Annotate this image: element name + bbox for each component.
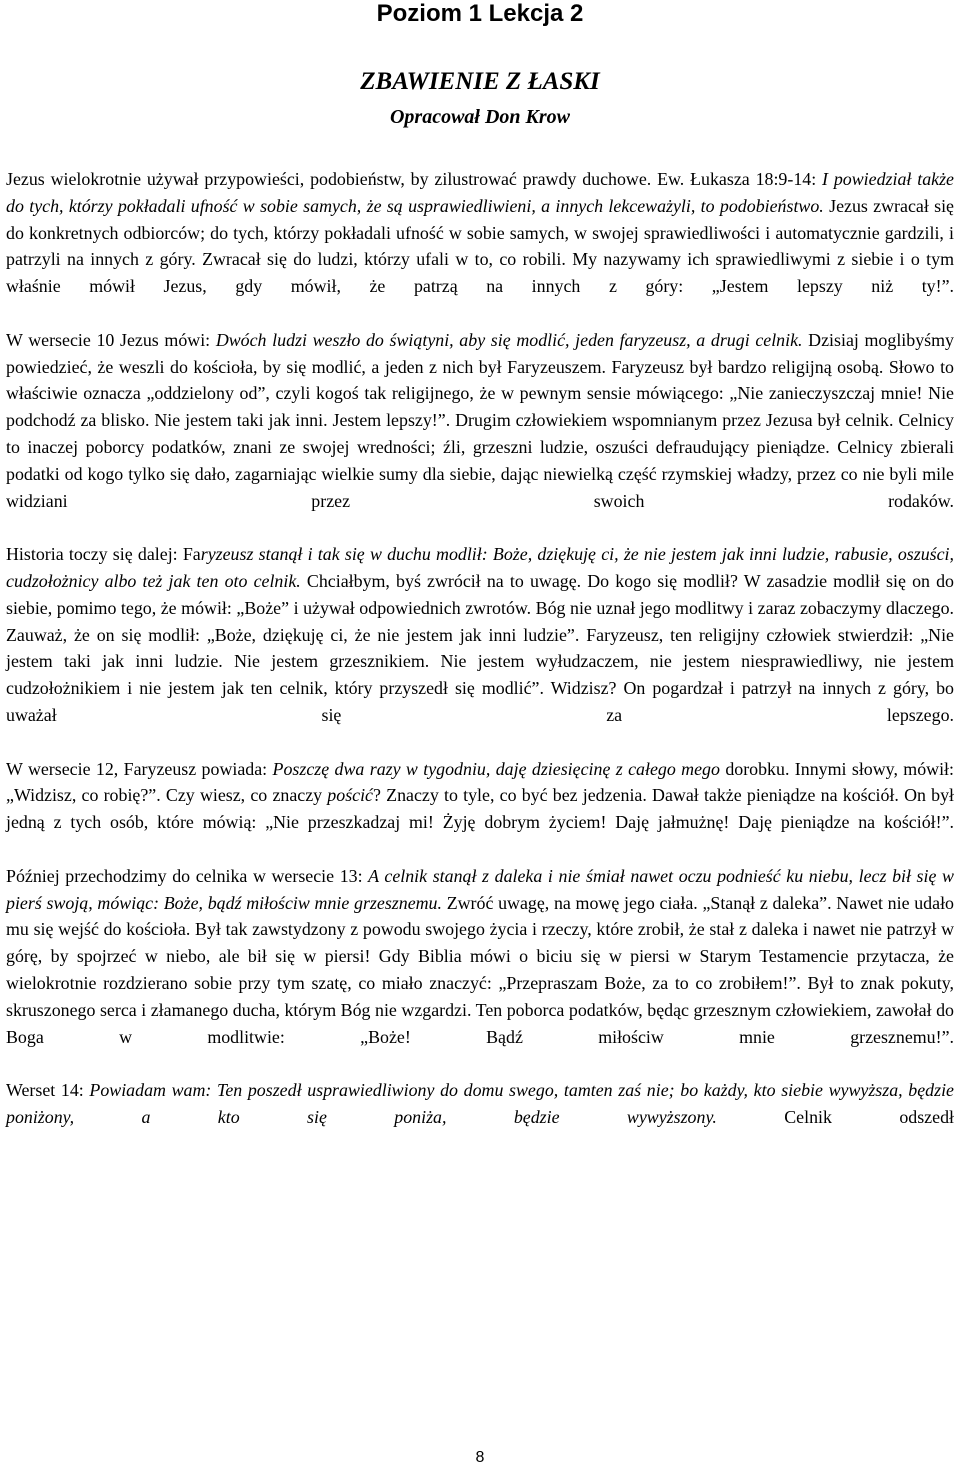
italic-quote-run: Powiadam wam: Ten poszedł usprawiedliwiony do domu swego, tamten zaś nie; bo każdy, kto siebie wywyższa, będzie poniżony, a kto się poniża, będzie wywyższony. bbox=[6, 1080, 954, 1127]
text-run: W wersecie 10 Jezus mówi: bbox=[6, 329, 216, 350]
paragraph bbox=[6, 327, 954, 515]
italic-quote-run: Dwóch ludzi weszło do świątyni, aby się modlić, jeden faryzeusz, a drugi celnik. bbox=[215, 329, 803, 350]
italic-quote-run: Poszczę dwa razy w tygodniu, daję dziesięcinę z całego mego bbox=[272, 758, 720, 779]
text-run: Jezus wielokrotnie używał przypowieści, podobieństw, by zilustrować prawdy duchowe. Ew. Łukasza 18:9-14: bbox=[6, 169, 823, 189]
body-text bbox=[6, 166, 954, 1131]
italic-quote-run: I powiedział także do tych, którzy pokładali ufność w sobie samych, że są usprawiedliwieni, a innych lekceważyli, to podobieństwo. bbox=[6, 169, 954, 216]
text-run: Dzisiaj moglibyśmy powiedzieć, że weszli do kościoła, by się modlić, a jeden z nich był Faryzeuszem. Faryzeusz był bardzo religijną osobą. Słowo to właściwie oznacza „oddzielony od”, czyli kogoś tak religijnego, że w pewnym sensie mówiącego: „Nie zanieczyszczaj mnie! Nie podchodź za blisko. Nie jestem taki jak inni. Jestem lepszy!”. Drugim człowiekiem wspomnianym przez Jezusa był celnik. Celnicy to inaczej poborcy podatków, znani ze swojej wredności; źli, grzeszni ludzie, oszuści defraudujący pieniądze. Celnicy zbierali podatki od kogo tylko się dało, zagarniając wielkie sumy dla siebie, dając niewielką część rzymskiej władzy, przez co nie byli mile widziani przez swoich rodaków. bbox=[6, 329, 954, 511]
paragraph bbox=[6, 863, 954, 1051]
text-run: dorobku. Innymi słowy, mówił: „Widzisz, co robię?”. Czy wiesz, co znaczy bbox=[6, 758, 954, 806]
text-run: W wersecie 12, Faryzeusz powiada: bbox=[6, 758, 273, 779]
text-run: Werset 14: bbox=[6, 1080, 90, 1101]
paragraph bbox=[6, 1077, 954, 1131]
page-title: Poziom 1 Lekcja 2 bbox=[376, 0, 584, 27]
italic-quote-run: pościć bbox=[327, 785, 374, 806]
italic-quote-run: A celnik stanął z daleka i nie śmiał nawet oczu podnieść ku niebu, lecz bił się w pierś swoją, mówiąc: Boże, bądź miłościw mnie grzesznemu. bbox=[6, 865, 954, 913]
paragraph bbox=[6, 541, 954, 729]
author-line: Opracował Don Krow bbox=[389, 106, 571, 128]
lesson-title: ZBAWIENIE Z ŁASKI bbox=[360, 68, 600, 95]
text-run: Zwróć uwagę, na mowę jego ciała. „Stanął z daleka”. Nawet nie udało mu się wejść do kościoła. Był tak zawstydzony z powodu swojego życia i rzeczy, które zrobił, że stał z daleka i nawet nie patrzył w górę, by spojrzeć w niebo, ale bił się w piersi! Gdy Biblia mówi o biciu się w piersi w Starym Testamencie przytacza, że wielokrotnie rozdzierano sobie przy tym szatę, co miało znaczyć: „Przepraszam Boże, za to co zrobiłem!”. Był to znak pokuty, skruszonego serca i złamanego ducha, którym Bóg nie wzgardzi. Ten poborca podatków, będąc grzesznym człowiekiem, zawołał do Boga w modlitwie: „Boże! Bądź miłościw mnie grzesznemu!”. bbox=[6, 892, 954, 1047]
text-run: Historia toczy się dalej: Fa bbox=[6, 544, 201, 565]
paragraph bbox=[6, 166, 954, 300]
text-run: Celnik odszedł bbox=[716, 1106, 954, 1127]
text-run: Później przechodzimy do celnika w wersecie 13: bbox=[6, 865, 369, 886]
text-run: Jezus zwracał się do konkretnych odbiorców; do tych, którzy pokładali ufność w sobie samych, w swojej sprawiedliwości i automatycznie gardzili, i patrzyli na innych z góry. Zwracał się do ludzi, którzy ufali w to, co robili. My nazywamy ich sprawiedliwymi z siebie i o tym właśnie mówił Jezus, gdy mówił, że patrzą na innych z góry: „Jestem lepszy niż ty!”. bbox=[6, 195, 954, 297]
text-run: ? Znaczy to tyle, co być bez jedzenia. Dawał także pieniądze na kościół. On był jedną z tych osób, które mówią: „Nie przeszkadzaj mi! Żyję dobrym życiem! Daję jałmużnę! Daję pieniądze na kościół!”. bbox=[6, 785, 954, 833]
text-run: Chciałbym, byś zwrócił na to uwagę. Do kogo się modlił? W zasadzie modlił się on do siebie, pomimo tego, że mówił: „Boże” i używał odpowiednich zwrotów. Bóg nie uznał jego modlitwy i zaraz zobaczymy dlaczego. Zauważ, że on się modlił: „Boże, dziękuję ci, że nie jestem jak inni ludzie”. Faryzeusz, ten religijny człowiek stwierdził: „Nie jestem taki jak inni ludzie. Nie jestem grzesznikiem. Nie jestem wyłudzaczem, nie jestem niesprawiedliwy, nie jestem cudzołożnikiem i nie jestem jak ten celnik, który przyszedł się modlić”. Widzisz? On pogardzał i patrzył na innych z góry, bo uważał się za lepszego. bbox=[6, 570, 954, 725]
italic-quote-run: ryzeusz stanął i tak się w duchu modlił: Boże, dziękuję ci, że nie jestem jak inni ludzie, rabusie, oszuści, cudzołożnicy albo też jak ten oto celnik. bbox=[6, 544, 954, 591]
paragraph bbox=[6, 756, 954, 836]
page-number: 8 bbox=[475, 1449, 485, 1466]
